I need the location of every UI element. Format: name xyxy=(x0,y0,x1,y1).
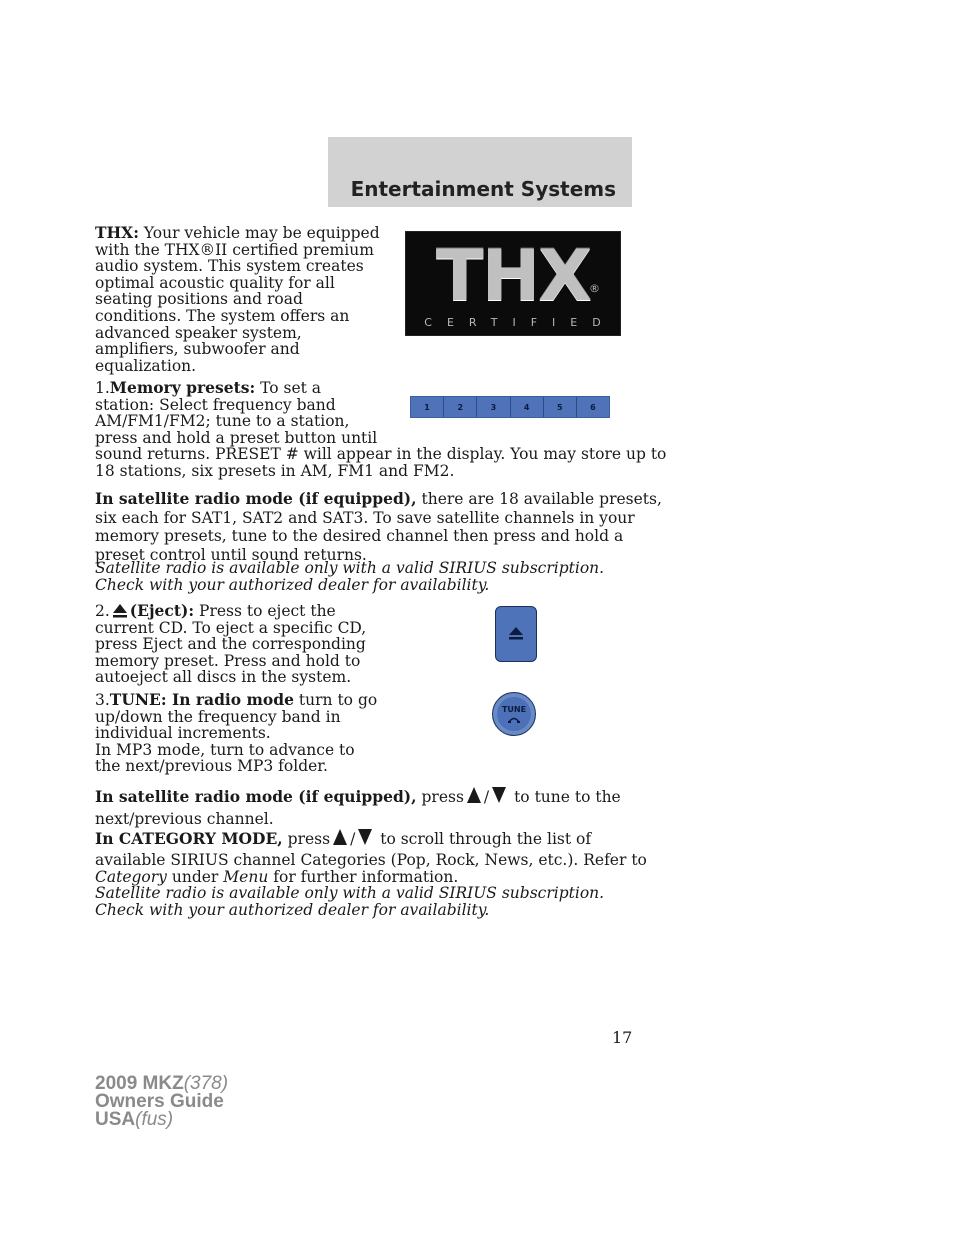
document-footer: 2009 MKZ(378) Owners Guide USA(fus) xyxy=(95,1073,229,1130)
thx-certified-logo xyxy=(405,231,621,336)
category-mode-label: In CATEGORY MODE, xyxy=(95,829,283,848)
preset-button-strip xyxy=(410,396,610,418)
thx-logo-letters: THX xyxy=(435,235,591,317)
satellite-tune-paragraph: In satellite radio mode (if equipped), press / to tune to the next/previous channel. xyxy=(95,787,621,828)
section-header xyxy=(328,137,632,207)
registered-mark: ® xyxy=(589,282,600,295)
satellite-note: Satellite radio is available only with a valid SIRIUS subscription. Check with your authorized dealer for availability. xyxy=(95,559,605,594)
category-paragraph: In CATEGORY MODE, press / to scroll through the list of xyxy=(95,829,592,848)
tune-knob-label: TUNE xyxy=(501,705,527,714)
memory-presets-label: Memory presets: xyxy=(109,378,256,397)
satellite-tune-label: In satellite radio mode (if equipped), xyxy=(95,787,417,806)
preset-button-3: 3 xyxy=(477,397,510,417)
eject-paragraph: 2. (Eject): Press to eject the current CD. To eject a specific CD, press Eject and the corresponding memory preset. Press and hold to autoeject all discs in the system. xyxy=(95,601,367,687)
eject-label: (Eject): xyxy=(129,601,195,620)
thx-label: THX: xyxy=(95,223,139,242)
satellite-mode-label: In satellite radio mode (if equipped), xyxy=(95,489,417,508)
section-title: Entertainment Systems xyxy=(350,177,616,201)
preset-button-5: 5 xyxy=(544,397,577,417)
preset-button-6: 6 xyxy=(590,402,596,412)
down-arrow-icon xyxy=(491,786,507,804)
category-continuation: available SIRIUS channel Categories (Pop, Rock, News, etc.). Refer to Category under Menu for further information. Satellite radio is available only with a valid SIRIUS subscription. Check with your authorized dealer for availability. xyxy=(95,851,647,919)
eject-icon xyxy=(112,603,128,618)
down-arrow-icon xyxy=(357,828,373,846)
page-number: 17 xyxy=(612,1028,633,1047)
tune-label: TUNE: In radio mode xyxy=(109,690,294,709)
rotate-arrow-icon xyxy=(508,716,520,723)
preset-button-4: 4 xyxy=(511,397,544,417)
eject-button-illustration xyxy=(495,606,537,662)
up-arrow-icon xyxy=(332,828,348,846)
up-arrow-icon xyxy=(466,786,482,804)
preset-button-2: 2 xyxy=(444,397,477,417)
thx-paragraph: THX: Your vehicle may be equipped with the THX®II certified premium audio system. This system creates optimal acoustic quality for all seating positions and road conditions. The system offers an advanced speaker system, amplifiers, subwoofer and equalization. xyxy=(95,223,380,375)
thx-logo-certified: CERTIFIED xyxy=(424,316,616,329)
satellite-presets-paragraph: In satellite radio mode (if equipped), there are 18 available presets, six each for SAT1, SAT2 and SAT3. To save satellite channels in your memory presets, tune to the desired channel then press and hold a preset control until sound returns. xyxy=(95,489,662,564)
memory-presets-paragraph: 1.Memory presets: To set a station: Select frequency band AM/FM1/FM2; tune to a station, press and hold a preset button until sound returns. PRESET # will appear in the display. You may store up to 18 stations, six presets in AM, FM1 and FM2. xyxy=(95,378,667,480)
tune-paragraph: 3.TUNE: In radio mode turn to go up/down the frequency band in individual increments. In MP3 mode, turn to advance to the next/previous MP3 folder. xyxy=(95,690,378,776)
tune-knob-illustration xyxy=(492,692,536,736)
eject-icon xyxy=(509,627,523,640)
preset-button-1: 1 xyxy=(411,397,444,417)
